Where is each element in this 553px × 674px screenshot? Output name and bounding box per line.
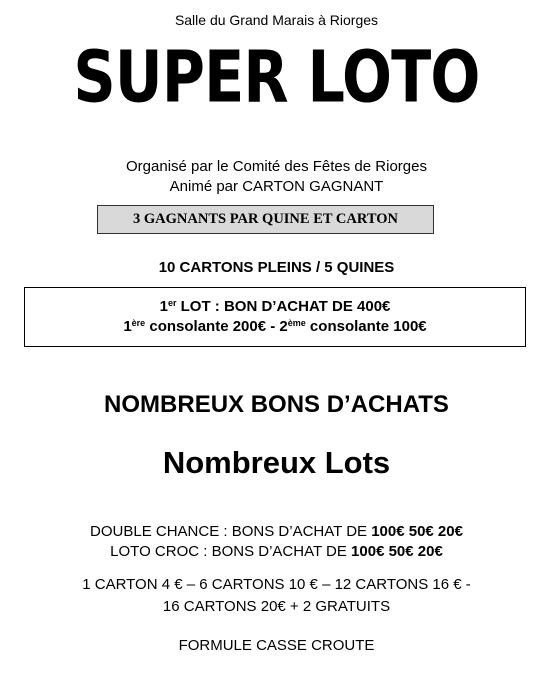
venue-text: Salle du Grand Marais à Riorges	[174, 12, 379, 28]
consolation-2-text: consolante 100€	[305, 318, 427, 335]
consolation-line	[123, 317, 426, 337]
organizer-line: Organisé par le Comité des Fêtes de Riorges	[126, 158, 427, 175]
double-chance-label: DOUBLE CHANCE : BONS D’ACHAT DE	[90, 523, 372, 540]
first-prize-text: LOT : BON D’ACHAT DE 400€	[176, 298, 391, 315]
lots-heading: Nombreux Lots	[162, 445, 391, 480]
vouchers-heading: NOMBREUX BONS D’ACHATS	[104, 391, 449, 418]
consolation-1-number: 1	[123, 318, 132, 335]
formule-text: FORMULE CASSE CROUTE	[178, 637, 375, 654]
consolation-2-ordinal: ème	[287, 318, 306, 328]
organizer-block	[0, 157, 553, 197]
pricing-line: 16 CARTONS 20€ + 2 GRATUITS	[162, 598, 391, 615]
cartons-line: 10 CARTONS PLEINS / 5 QUINES	[158, 259, 395, 276]
double-chance-line	[0, 522, 553, 542]
consolation-1-text: consolante 200€ - 2	[145, 318, 288, 335]
loto-croc-label: LOTO CROC : BONS D’ACHAT DE	[110, 543, 352, 560]
winners-banner: 3 GAGNANTS PAR QUINE ET CARTON	[97, 205, 434, 234]
loto-croc-line	[0, 542, 553, 562]
double-chance-amounts: 100€ 50€ 20€	[371, 523, 463, 540]
first-prize-line	[160, 297, 391, 317]
page-title: SUPER LOTO	[73, 34, 480, 119]
pricing-block	[0, 574, 553, 618]
pricing-line: 1 CARTON 4 € – 6 CARTONS 10 € – 12 CARTONS 16 € -	[82, 576, 471, 593]
host-line: Animé par CARTON GAGNANT	[169, 178, 384, 195]
loto-croc-amounts: 100€ 50€ 20€	[351, 543, 443, 560]
consolation-1-ordinal: ère	[131, 318, 146, 328]
first-prize-number: 1	[159, 298, 168, 315]
first-prize-ordinal: er	[167, 298, 177, 308]
prizes-box	[24, 287, 526, 347]
games-block	[0, 522, 553, 562]
